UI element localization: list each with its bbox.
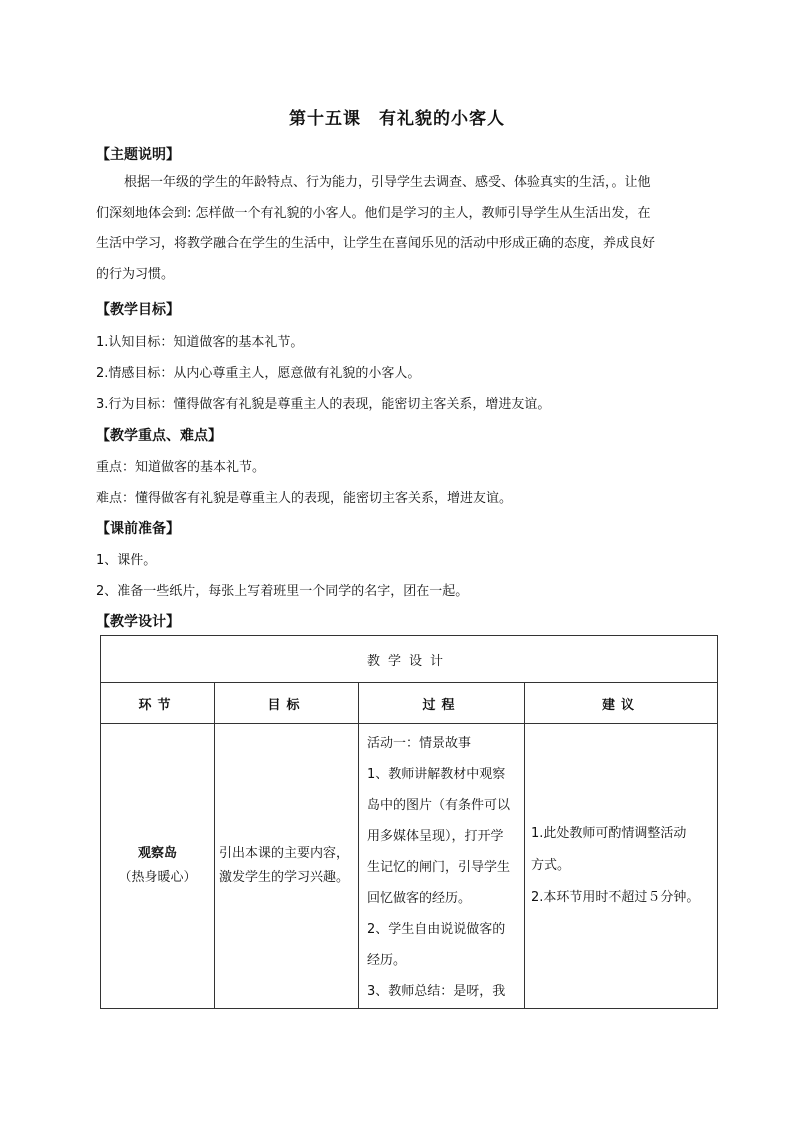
theme-line: 的行为习惯。	[96, 266, 175, 282]
process-line: 3、教师总结：是呀，我	[367, 984, 506, 999]
teaching-design-table	[100, 635, 718, 1009]
process-line: 活动一：情景故事	[367, 736, 472, 751]
theme-line: 根据一年级的学生的年龄特点、行为能力，引导学生去调查、感受、体验真实的生活，。让他	[124, 175, 651, 190]
process-line: 经历。	[367, 953, 407, 968]
section-heading-keypoints: 【教学重点、难点】	[96, 428, 222, 444]
lesson-title: 第十五课 有礼貌的小客人	[289, 109, 505, 129]
section-heading-prep: 【课前准备】	[96, 521, 180, 537]
process-line: 回忆做客的经历。	[367, 891, 472, 906]
process-cell	[359, 724, 525, 1009]
keypoint-item: 重点：知道做客的基本礼节。	[96, 460, 266, 475]
process-line: 1、教师讲解教材中观察	[367, 767, 506, 782]
header-stage: 环节	[101, 683, 215, 724]
goal-item: 2.情感目标：从内心尊重主人，愿意做有礼貌的小客人。	[96, 366, 421, 381]
suggestion-line: 1.此处教师可酌情调整活动	[531, 826, 687, 841]
section-heading-goals: 【教学目标】	[96, 302, 180, 318]
section-heading-theme: 【主题说明】	[96, 147, 180, 163]
table-caption: 教学设计	[101, 636, 718, 683]
prep-item: 1、课件。	[96, 553, 157, 568]
prep-item: 2、准备一些纸片，每张上写着班里一个同学的名字，团在一起。	[96, 584, 469, 599]
keypoint-item: 难点：懂得做客有礼貌是尊重主人的表现，能密切主客关系，增进友谊。	[96, 491, 513, 506]
stage-subtitle: （热身暖心）	[118, 870, 197, 885]
process-line: 2、学生自由说说做客的	[367, 922, 506, 937]
header-goal: 目标	[215, 683, 359, 724]
header-process: 过程	[359, 683, 525, 724]
suggestion-cell	[525, 724, 718, 1009]
theme-line: 们深刻地体会到: 怎样做一个有礼貌的小客人。他们是学习的主人，教师引导学生从生活出发，在	[96, 205, 651, 221]
header-suggestion: 建议	[525, 683, 718, 724]
goal-item: 3.行为目标：懂得做客有礼貌是尊重主人的表现，能密切主客关系，增进友谊。	[96, 397, 551, 412]
table-row	[101, 724, 718, 1009]
stage-name: 观察岛	[137, 846, 177, 861]
process-line: 生记忆的闸门，引导学生	[367, 860, 511, 875]
goal-item: 1.认知目标：知道做客的基本礼节。	[96, 335, 304, 350]
suggestion-line: 2.本环节用时不超过５分钟。	[531, 890, 700, 905]
process-line: 用多媒体呈现），打开学	[367, 829, 504, 844]
suggestion-line: 方式。	[531, 858, 571, 873]
stage-cell	[101, 724, 215, 1009]
goal-cell: 引出本课的主要内容，激发学生的学习兴趣。	[215, 724, 359, 1009]
theme-paragraph	[96, 168, 706, 290]
section-heading-design: 【教学设计】	[96, 614, 180, 630]
theme-line: 生活中学习，将教学融合在学生的生活中，让学生在喜闻乐见的活动中形成正确的态度，养成良好	[96, 236, 656, 251]
process-line: 岛中的图片（有条件可以	[367, 798, 511, 813]
